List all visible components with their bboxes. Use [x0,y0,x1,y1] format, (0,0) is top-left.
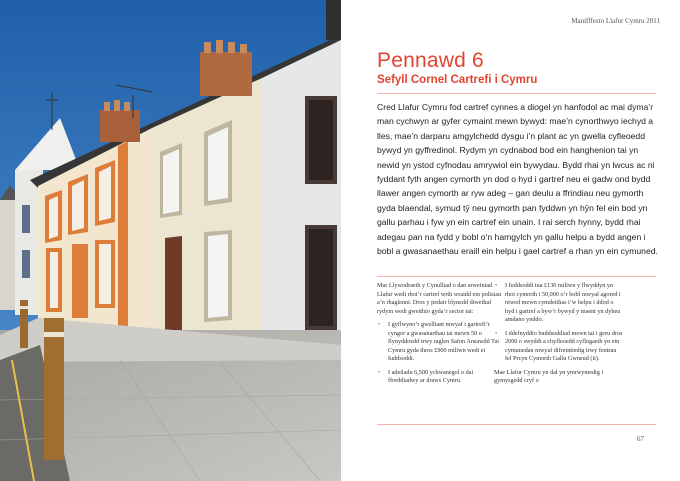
bullet-item: • I fuddsoddi tua £130 miliwn y flwyddyn yn rhoi cymorth i 50,000 o’r bobl mwyaf agored i niwed mewn cymdeithas i’w helpu i ddod o hyd i gartref a byw’r bywyd y maent yn dyheu amdano ynddo. [494,282,624,325]
section-heading: Pennawd 6 [377,49,484,72]
bullet-item: • I ddefnyddio buddsoddiad mewn tai i greu dros 2000 o swyddi a chyfleoedd cyflogaeth yn ein cymunedau mwyaf difreintiedig trwy fentrau fel Prcyn Cymorth Gallu Gwneud (ii). [494,330,624,364]
divider-top [377,93,656,94]
running-header: Manifffesto Llafur Cymru 2011 [571,17,660,25]
right-column-bullet-list [494,282,624,364]
right-column [494,282,624,391]
divider-bottom [377,424,656,425]
page-number: 67 [637,435,644,443]
text-page [341,0,680,481]
left-column-intro: Mar Llywodraeth y Cynulliad o dan arweiniad Llafur wedi rhoi’r cartref wrth wraidd ein polisiau a’n rhaglenni. Dros y pedair blynedd diwethaf rydym wedi gweithio gyda’r sector tai: [377,282,502,315]
divider-middle [377,276,656,277]
bullet-item: • I adeiladu 6,500 ychwanegol o dai fforddiadwy ar draws Cymru. [377,369,503,386]
right-column-closing: Mae Llafur Cymru yn dal yn ymrwymedig i gymysgedd cryf o [494,368,604,384]
section-subheading: Sefyll Cornel Cartrefi i Cymru [377,74,538,86]
bullet-item: • I gyflwyno’r gwelliant mwyaf i gartrefi’r cyngor a gwasanarthau tai mewn 50 o flynyddoedd trwy raglen Safon Ansawdd Tai Cymru gyda thros £900 miliwn wedi ei fuddsoddi. [377,321,503,364]
lead-paragraph: Cred Llafur Cymru fod cartref cynnes a diogel yn hanfodol ac mai dyma’r man cychwyn ar gyfer cymaint mewn bywyd: mae’n cynorthwyo iechyd a lles, mae’n darparu amgylchedd dysgu i’n plant ac yn gwella cyfleoedd bywyd yn gyffredinol. Rydym yn cydnabod bod ein hanghenion tai yn newid yn ystod cyfnodau amrywiol ein bywydau. Bydd rhai yn lwcus ac ni fyddant fyth angen cymorth yn dod o hyd i gartref neu ei gadw ond bydd llawer angen cymorth ar ryw adeg – gan deulu a ffrindiau neu gymorth gyda blaendal, symud tŷ neu gymorth pan fyddwn yn hŷn fel ein bod yn gallu parhau i fyw yn ein cartref ein unain. I rai serch hynny, bydd rhai adegau pan na fydd y bobl o’n hamgylch yn gallu helpu a bydd angen i bobl a gwasanaethau eraill ein helpu i gael cartref a rhan yn ein cymuned. [377,102,658,257]
left-column [377,282,503,391]
left-column-bullet-list [377,321,503,386]
